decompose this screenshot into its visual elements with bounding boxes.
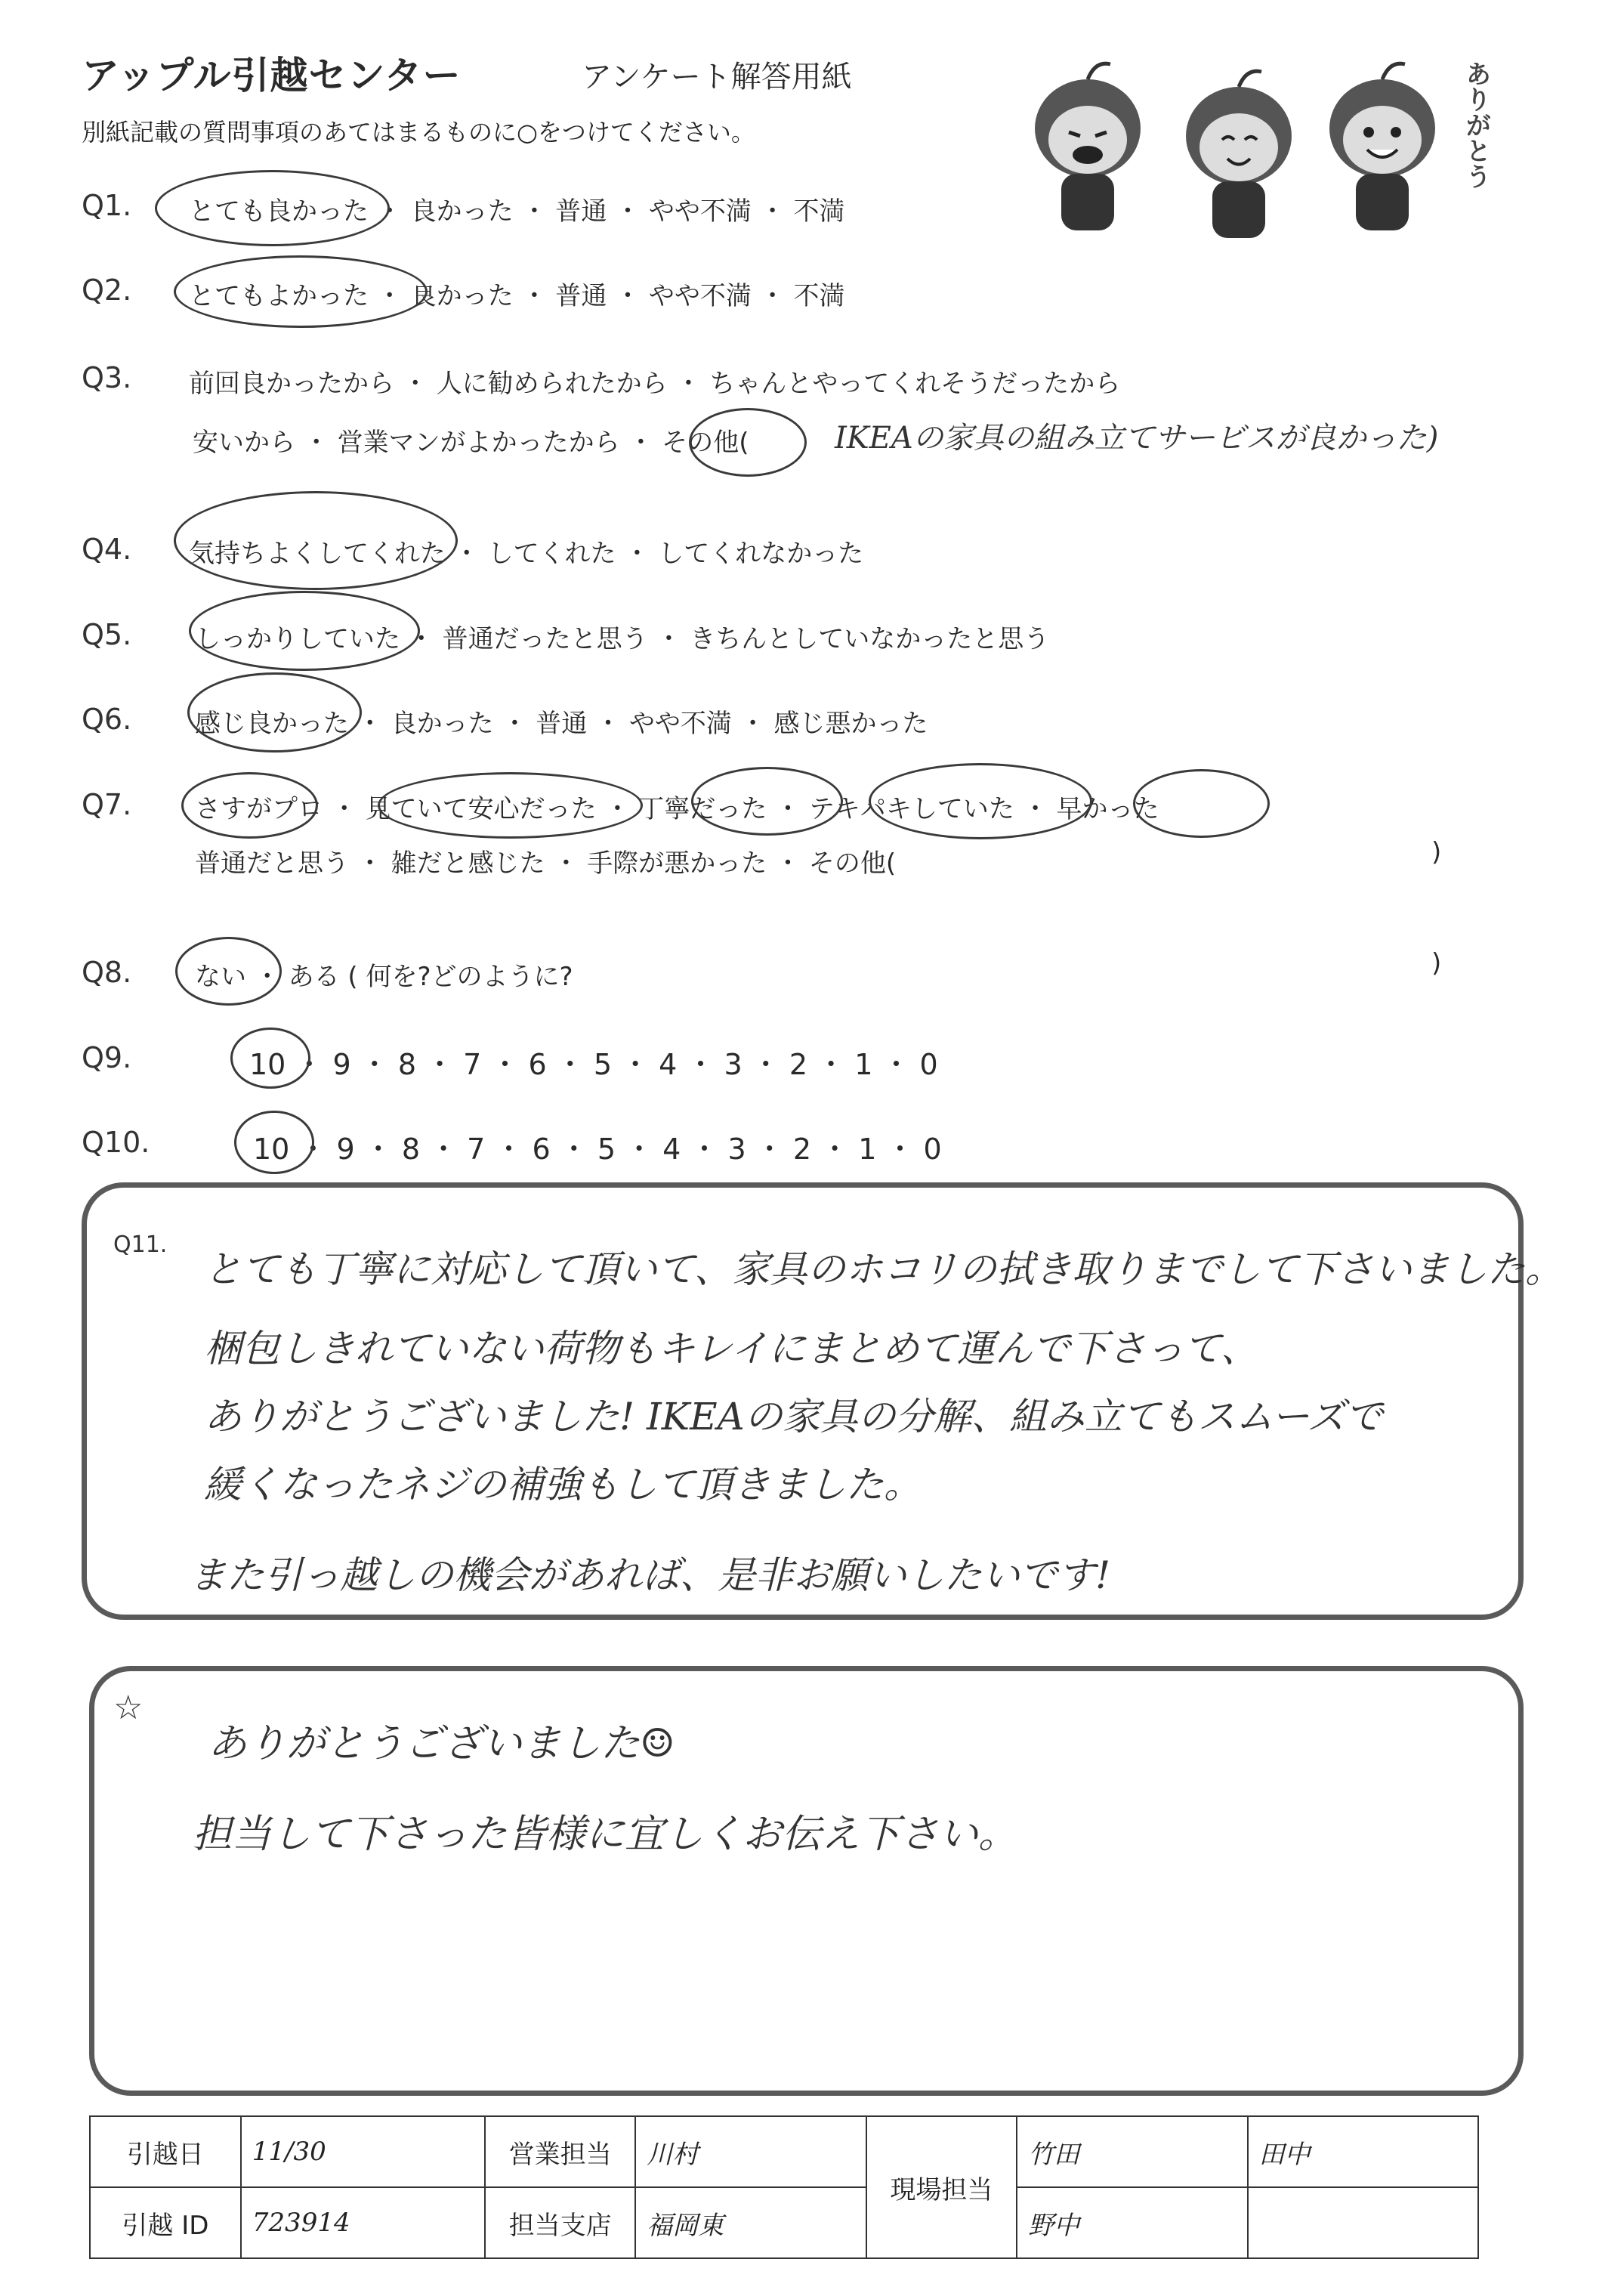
- q8-label: Q8.: [82, 956, 132, 989]
- field-staff-2: 田中: [1248, 2116, 1478, 2187]
- answer-circle: [689, 408, 807, 477]
- q3-options-line1: 前回良かったから ・ 人に勧められたから ・ ちゃんとやってくれそうだったから: [189, 369, 1121, 399]
- q9-options: 10 ・ 9 ・ 8 ・ 7 ・ 6 ・ 5 ・ 4 ・ 3 ・ 2 ・ 1 ・ 0: [249, 1048, 938, 1081]
- field-staff-empty: [1248, 2187, 1478, 2258]
- answer-circle: [230, 1028, 310, 1089]
- q7-options-line1: さすがプロ ・ 見ていて安心だった ・ 丁寧だった ・ テキパキしていた ・ 早かった: [195, 794, 1159, 824]
- sales-label: 営業担当: [485, 2116, 635, 2187]
- answer-circle: [234, 1111, 314, 1174]
- q11-line-1: とても丁寧に対応して頂いて、家具のホコリの拭き取りまでして下さいました。: [204, 1247, 1563, 1291]
- q6-options: 感じ良かった ・ 良かった ・ 普通 ・ やや不満 ・ 感じ悪かった: [195, 709, 928, 739]
- mascot-2-icon: [1186, 71, 1292, 238]
- q8-options: ない ・ ある ( 何を?どのように?: [195, 962, 573, 992]
- answer-circle: [869, 763, 1092, 839]
- answer-circle: [174, 255, 428, 328]
- star-line-1: ありがとうございました☺: [208, 1721, 675, 1766]
- q7-label: Q7.: [82, 788, 132, 821]
- q3-handwritten-answer: IKEAの家具の組み立てサービスが良かった): [835, 421, 1439, 456]
- q3-options-line2: 安いから ・ 営業マンがよかったから ・ その他(: [193, 428, 749, 458]
- q7-close-paren: ): [1431, 837, 1442, 867]
- q5-label: Q5.: [82, 618, 132, 651]
- mascot-illustration: [982, 30, 1511, 242]
- q11-line-5: また引っ越しの機会があれば、是非お願いしたいです!: [189, 1553, 1111, 1597]
- instruction-text: 別紙記載の質問事項のあてはまるものに○をつけてください。: [82, 118, 755, 147]
- answer-circle: [378, 772, 643, 839]
- move-date-value: 11/30: [241, 2116, 485, 2187]
- answer-circle: [155, 170, 390, 246]
- q4-label: Q4.: [82, 533, 132, 566]
- q11-label: Q11.: [113, 1231, 168, 1258]
- q2-options: とてもよかった ・ 良かった ・ 普通 ・ やや不満 ・ 不満: [189, 281, 845, 311]
- q11-line-3: ありがとうございました! IKEAの家具の分解、組み立てもスムーズで: [204, 1395, 1383, 1439]
- field-staff-1: 竹田: [1017, 2116, 1247, 2187]
- move-id-value: 723914: [241, 2187, 485, 2258]
- q11-line-2: 梱包しきれていない荷物もキレイにまとめて運んで下さって、: [204, 1327, 1258, 1371]
- field-staff-3: 野中: [1017, 2187, 1247, 2258]
- footer-info-table: [89, 2115, 1479, 2259]
- q7-options-line2: 普通だと思う ・ 雑だと感じた ・ 手際が悪かった ・ その他(: [195, 848, 897, 879]
- q5-options: しっかりしていた ・ 普通だったと思う ・ きちんとしていなかったと思う: [195, 624, 1050, 654]
- star-label: ☆: [113, 1689, 144, 1727]
- q4-options: 気持ちよくしてくれた ・ してくれた ・ してくれなかった: [189, 539, 864, 569]
- answer-circle: [189, 591, 420, 671]
- field-staff-label: 現場担当: [866, 2116, 1017, 2258]
- answer-circle: [174, 491, 458, 590]
- answer-circle: [181, 772, 318, 839]
- q11-line-4: 緩くなったネジの補強もして頂きました。: [204, 1463, 922, 1507]
- q6-label: Q6.: [82, 703, 132, 736]
- mascot-3-icon: [1329, 63, 1435, 230]
- q10-label: Q10.: [82, 1126, 150, 1159]
- thanks-badge: ありがとう: [1461, 60, 1491, 189]
- move-date-label: 引越日: [90, 2116, 241, 2187]
- page-subtitle: アンケート解答用紙: [582, 60, 852, 94]
- q10-options: 10 ・ 9 ・ 8 ・ 7 ・ 6 ・ 5 ・ 4 ・ 3 ・ 2 ・ 1 ・ 0: [253, 1133, 942, 1166]
- branch-label: 担当支店: [485, 2187, 635, 2258]
- answer-circle: [187, 672, 362, 752]
- sales-value: 川村: [635, 2116, 866, 2187]
- q9-label: Q9.: [82, 1041, 132, 1074]
- q8-close-paren: ): [1431, 948, 1442, 978]
- page-title: アップル引越センター: [82, 54, 462, 97]
- q1-label: Q1.: [82, 189, 132, 222]
- move-id-label: 引越 ID: [90, 2187, 241, 2258]
- answer-circle: [691, 767, 843, 836]
- star-line-2: 担当して下さった皆様に宜しくお伝え下さい。: [193, 1812, 1018, 1857]
- mascot-1-icon: [1035, 63, 1141, 230]
- q3-label: Q3.: [82, 361, 132, 394]
- branch-value: 福岡東: [635, 2187, 866, 2258]
- answer-circle: [175, 937, 282, 1006]
- answer-circle: [1133, 769, 1270, 838]
- q1-options: とても良かった ・ 良かった ・ 普通 ・ やや不満 ・ 不満: [189, 196, 845, 227]
- q2-label: Q2.: [82, 273, 132, 307]
